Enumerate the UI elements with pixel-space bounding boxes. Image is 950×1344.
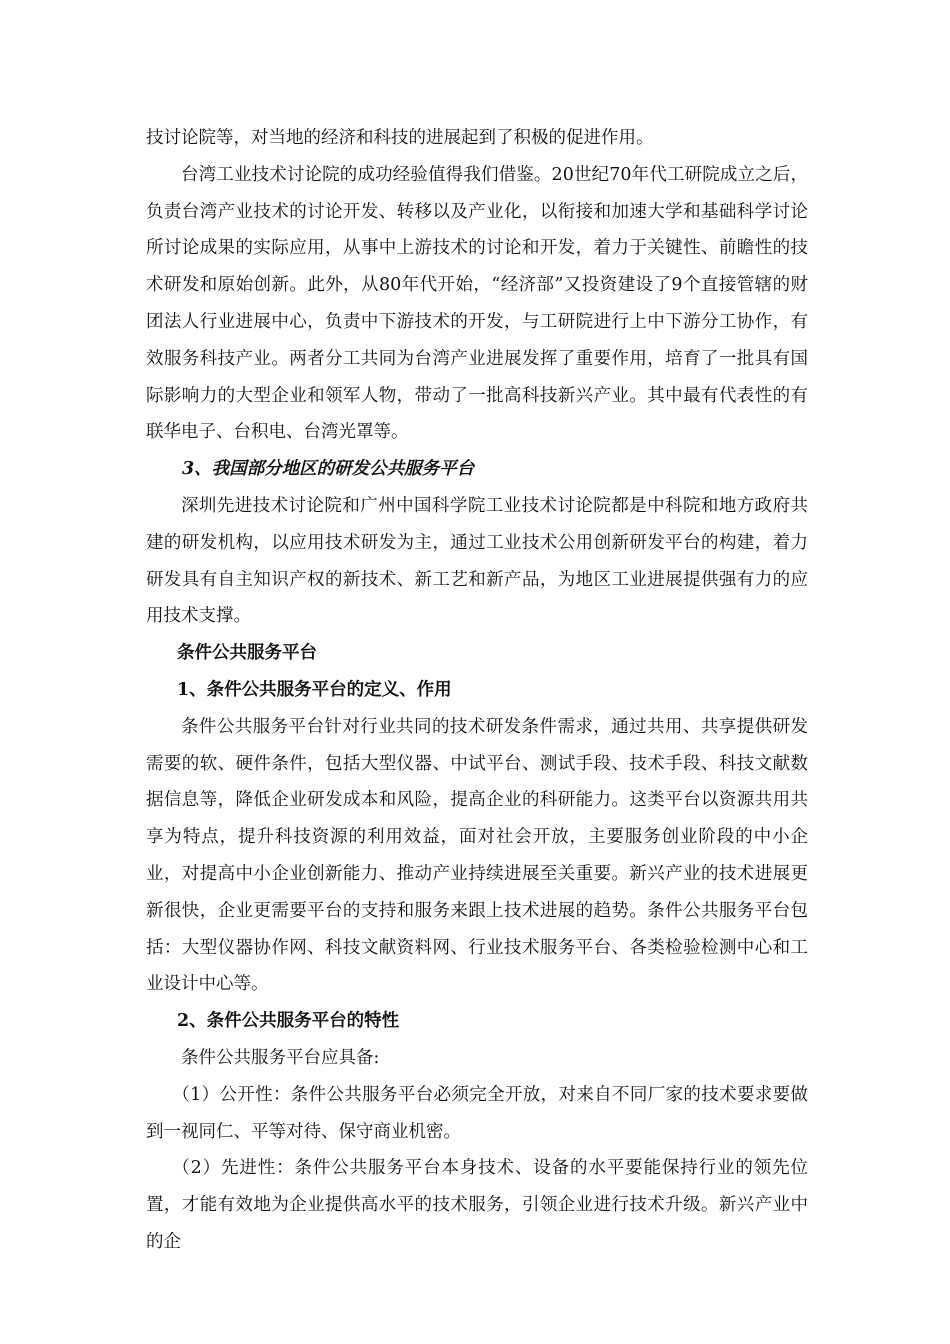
paragraph-continuation: 技讨论院等，对当地的经济和科技的进展起到了积极的促进作用。 [146, 128, 654, 148]
section-heading-domestic-platforms: 3、我国部分地区的研发公共服务平台 [182, 459, 475, 480]
subsection-heading-characteristics: 2、条件公共服务平台的特性 [177, 1011, 400, 1032]
section-heading-condition-platform: 条件公共服务平台 [177, 643, 317, 664]
list-item-advancement: （2）先进性：条件公共服务平台本身技术、设备的水平要能保持行业的领先位置，才能有效地为企业提供高水平的技术服务，引领企业进行技术升级。新兴产业中的企 [146, 1158, 808, 1252]
paragraph-should-have: 条件公共服务平台应具备: [181, 1047, 380, 1068]
paragraph-taiwan-itri: 台湾工业技术讨论院的成功经验值得我们借鉴。20世纪70年代工研院成立之后，负责台湾产业技术的讨论开发、转移以及产业化，以衔接和加速大学和基础科学讨论所讨论成果的实际应用，从事中上游技术的讨论和开发，着力于关键性、前瞻性的技术研发和原始创新。此外，从80年代开始，“经济部”又投资建设了9个直接管辖的财团法人行业进展中心，负责中下游技术的开发，与工研院进行上中下游分工协作，有效服务科技产业。两者分工共同为台湾产业进展发挥了重要作用，培育了一批具有国际影响力的大型企业和领军人物，带动了一批高科技新兴产业。其中最有代表性的有联华电子、台积电、台湾光罩等。 [146, 164, 808, 443]
document-body [146, 120, 808, 1261]
list-item-openness: （1）公开性：条件公共服务平台必须完全开放，对来自不同厂家的技术要求要做到一视同仁、平等对待、保守商业机密。 [146, 1084, 808, 1142]
paragraph-definition: 条件公共服务平台针对行业共同的技术研发条件需求，通过共用、共享提供研发需要的软、硬件条件，包括大型仪器、中试平台、测试手段、技术手段、科技文献数据信息等，降低企业研发成本和风险，提高企业的科研能力。这类平台以资源共用共享为特点，提升科技资源的利用效益，面对社会开放，主要服务创业阶段的中小企业，对提高中小企业创新能力、推动产业持续进展至关重要。新兴产业的技术进展更新很快，企业更需要平台的支持和服务来跟上技术进展的趋势。条件公共服务平台包括：大型仪器协作网、科技文献资料网、行业技术服务平台、各类检验检测中心和工业设计中心等。 [146, 716, 808, 995]
paragraph-shenzhen-guangzhou: 深圳先进技术讨论院和广州中国科学院工业技术讨论院都是中科院和地方政府共建的研发机构，以应用技术研发为主，通过工业技术公用创新研发平台的构建，着力研发具有自主知识产权的新技术、新工艺和新产品，为地区工业进展提供强有力的应用技术支撑。 [146, 495, 808, 627]
subsection-heading-definition: 1、条件公共服务平台的定义、作用 [177, 679, 452, 700]
